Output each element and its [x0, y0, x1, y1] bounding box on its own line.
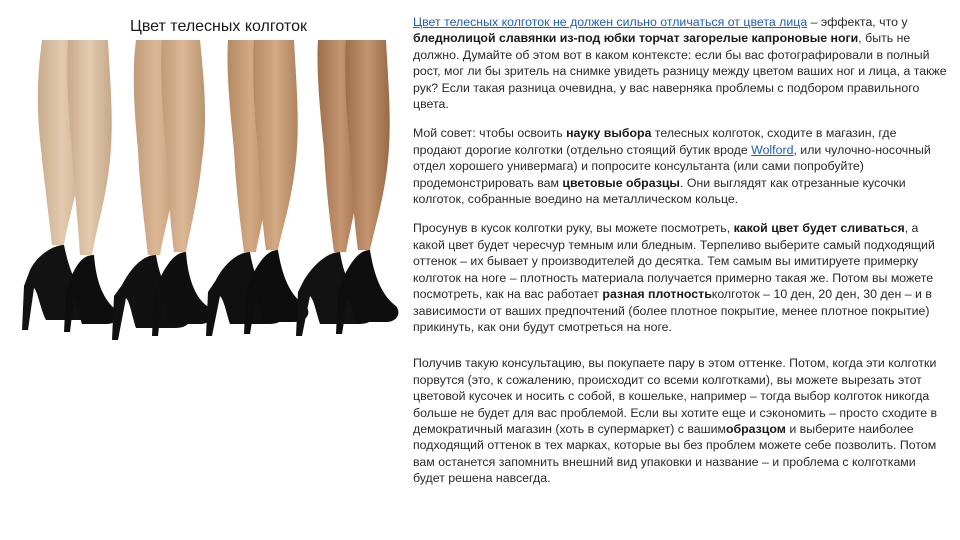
- paragraph-4: Получив такую консультацию, вы покупаете пару в этом оттенке. Потом, когда эти колготки порвутся (это, к сожалению, происходит со всеми колготками), вы можете вырезать этот цветовой кусочек и носить с собой, в кошельке, например – тогда выбор колготок никогда больше не будет для вас проблемой. Если вы хотите еще и сэкономить – просто сходите в демократичный магазин (хоть в супермаркет) с вашимобразцом и выберите наиболее подходящий оттенок в тех марках, которые вы без проблем можете себе позволить. Потом вам останется запомнить внешний вид упаковки и название – и проблема с колготками будет решена навсегда.: [413, 356, 938, 486]
- paragraph-3: Просунув в кусок колготки руку, вы можете посмотреть, какой цвет будет сливаться, а какой цвет будет чересчур темным или бледным. Терпеливо выберите самый подходящий оттенок – их бывает у производителей до десятка. Тем самым вы имитируете примерку колготок на ноге – плотность материала получается примерно такая же. Потом вы можете посмотреть, как на вас работает разная плотностьколготок – 10 ден, 20 ден, 30 ден – и в зависимости от ваших предпочтений (более плотное покрытие, менее плотное покрытие) прикинуть, как они будут смотреться на ноге.: [413, 221, 935, 334]
- inline-link-face-color[interactable]: Цвет телесных колготок не должен сильно отличаться от цвета лица: [413, 15, 808, 29]
- slide-title: Цвет телесных колготок: [130, 18, 307, 35]
- paragraph-2: Мой совет: чтобы освоить науку выбора телесных колготок, сходите в магазин, где продают дорогие колготки (отдельно стоящий бутик вроде Wolford, или чулочно-носочный отдел хорошего универмага) и попросите консультанта (или сами попробуйте) продемонстрировать вам цветовые образцы. Они выглядят как отрезанные кусочки колготок, собранные воедино на металлическом кольце.: [413, 126, 931, 207]
- leg-pair-4: [296, 40, 398, 336]
- wolford-link[interactable]: Wolford: [751, 142, 794, 157]
- paragraph-1: Цвет телесных колготок не должен сильно отличаться от цвета лица – эффекта, что у бледнолицой славянки из-под юбки торчат загорелые капроновые ноги, быть не должно. Думайте об этом вот в каком контексте: если бы вас фотографировали в полный рост, мог ли бы зритель на снимке увидеть разницу между цветом ваших ног и лица, а также рук? Если такая разница очевидна, у вас наверняка проблемы с подбором правильного цвета.: [413, 15, 947, 112]
- legs-photo: [10, 40, 402, 380]
- leg-pair-2: [112, 40, 212, 340]
- leg-pair-1: [22, 40, 118, 332]
- leg-pair-3: [206, 40, 308, 336]
- article-text: [413, 14, 948, 500]
